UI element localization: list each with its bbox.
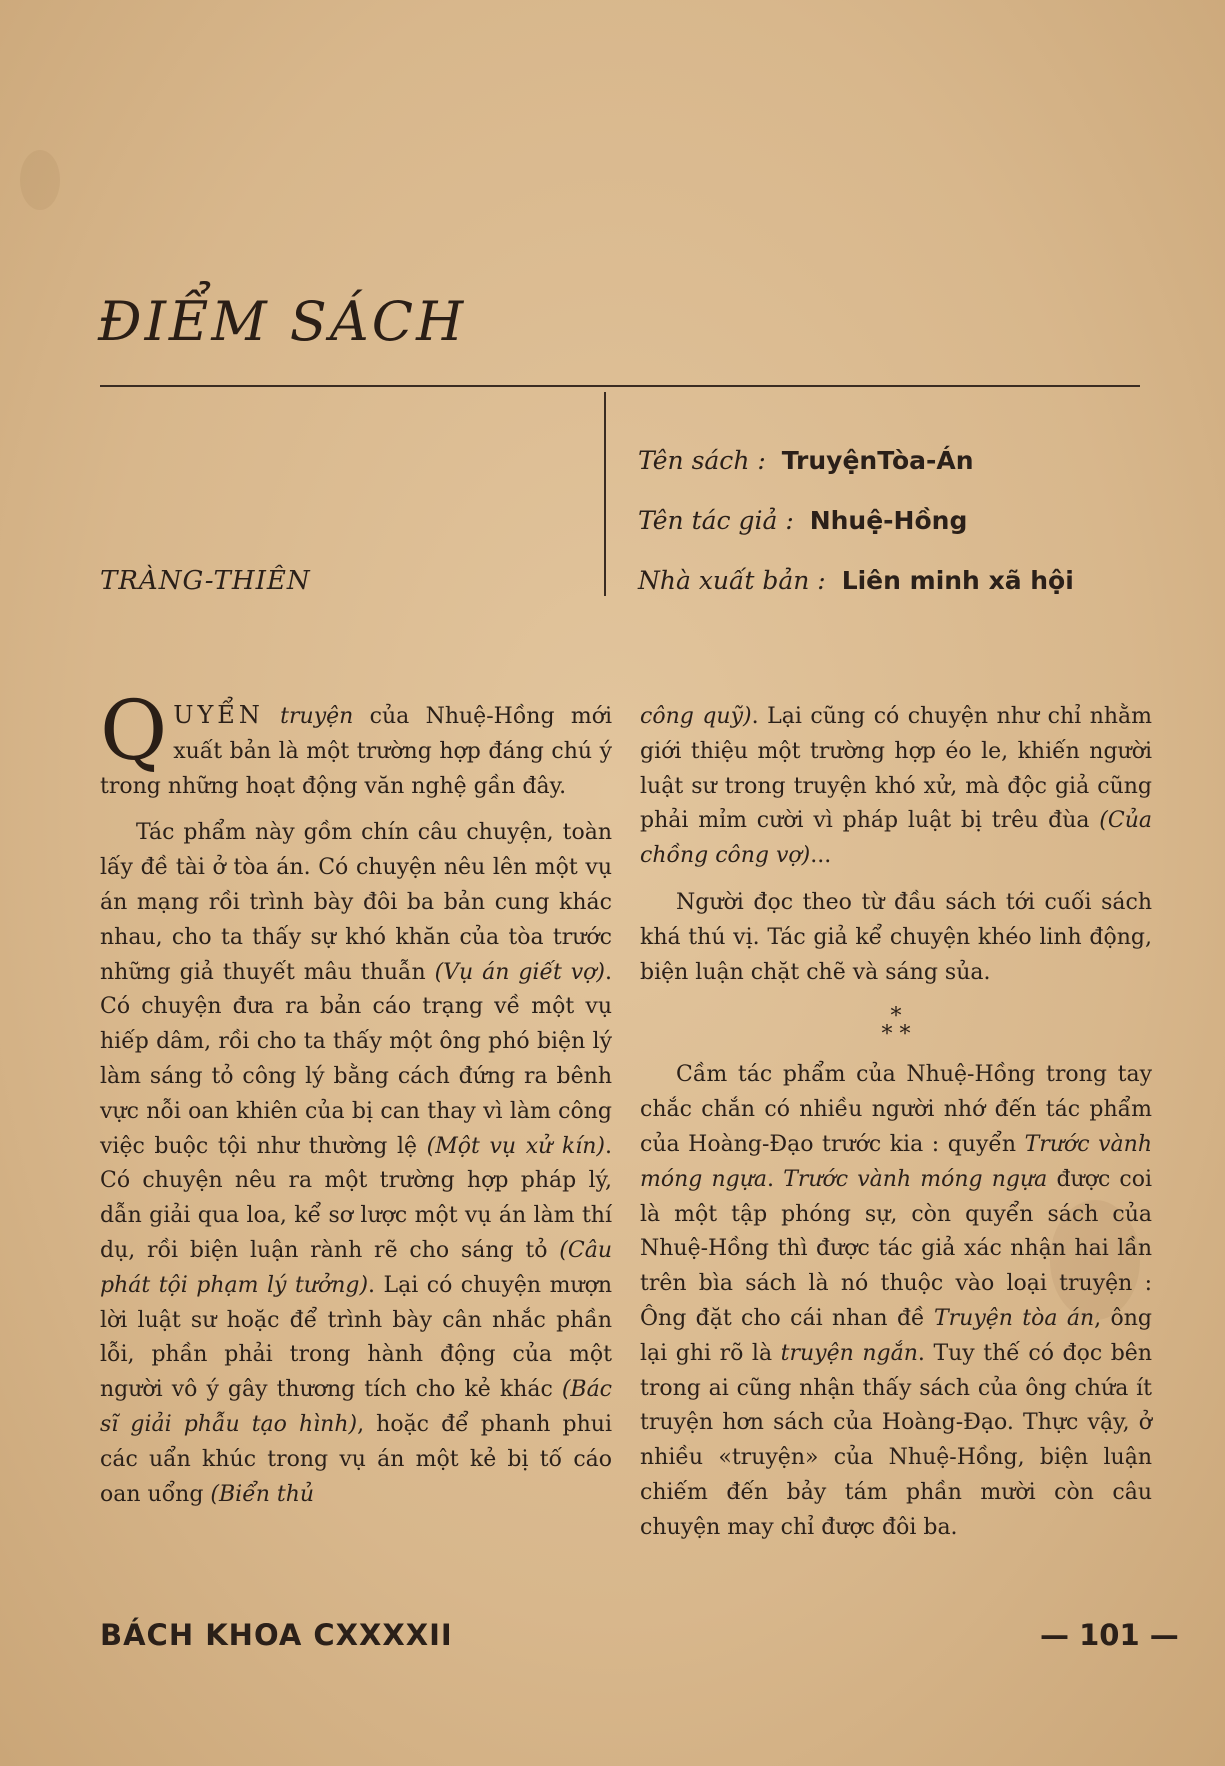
story-title: công quỹ) [640, 704, 752, 729]
book-publisher-label: Nhà xuất bản : [638, 566, 826, 595]
book-title-row [638, 446, 1074, 506]
book-author-row [638, 506, 1074, 566]
paper-stain [20, 150, 60, 210]
vertical-divider [604, 392, 606, 596]
body-text: Cầm tác phẩm của Nhuệ-Hồng trong tay chắc chắn có nhiều người nhớ đến tác phẩm của Hoàng-Đạo trước kia : quyển [640, 1062, 1152, 1157]
book-publisher-value: Liên minh xã hội [841, 566, 1074, 595]
body-text: , ông lại ghi rõ là [640, 1305, 1152, 1366]
body-text: được coi là một tập phóng sự, còn quyển sách của Nhuệ-Hồng thì được tác giả xác nhận hai lần trên bìa sách là nó thuộc vào loại truyện : Ông đặt cho cái nhan đề [640, 1166, 1153, 1331]
body-text: Tác phẩm này gồm chín câu chuyện, toàn lấy đề tài ở tòa án. Có chuyện nêu lên một vụ án mạng rồi trình bày đôi ba bản cung khác nhau, cho ta thấy sự khó khăn của tòa trước những giả thuyết mâu thuẫn [100, 820, 612, 985]
separator-star: * [890, 1004, 902, 1030]
book-reference: Truyện tòa án [933, 1305, 1095, 1331]
book-info [638, 446, 1074, 626]
article-author: TRÀNG-THIÊN [100, 566, 311, 596]
paragraph [100, 684, 613, 804]
italic-text: truyện [280, 704, 354, 729]
body-text: . Tuy thế có đọc bên trong ai cũng nhận thấy sách của ông chứa ít truyện hơn sách của Hoàng-Đạo. Thực vậy, ở nhiều «truyện» của Nhuệ-Hồng, biện luận chiếm đến bảy tám phần mười còn câu chuyện may chỉ được đôi ba. [640, 1340, 1152, 1540]
book-author-label: Tên tác giả : [638, 506, 794, 535]
body-text: . Lại cũng có chuyện như chỉ nhằm giới thiệu một trường hợp éo le, khiến người luật sư trong truyện khó xử, mà độc giả cũng phải mỉm cười vì pháp luật bị trêu đùa [640, 704, 1153, 834]
paragraph [640, 700, 1152, 874]
book-title-value: TruyệnTòa-Án [781, 446, 974, 475]
magazine-name: BÁCH KHOA CXXXXII [100, 1618, 453, 1652]
section-separator [640, 1004, 1152, 1048]
body-text: ... [810, 843, 832, 869]
body-text: . [767, 1166, 784, 1192]
story-title: (Bác sĩ giải phẫu tạo hình) [100, 1377, 612, 1437]
story-title: (Một vụ xử kín) [426, 1133, 605, 1159]
body-text: . Có chuyện đưa ra bản cáo trạng về một vụ hiếp dâm, rồi cho ta thấy một ông phó biện lý làm sáng tỏ công lý bằng cách đứng ra bênh vực nỗi oan khiên của bị can thay vì làm công việc buộc tội như thường lệ [100, 959, 613, 1159]
story-title: (Của chồng công vợ) [640, 808, 1152, 869]
book-publisher-row [638, 566, 1074, 626]
left-column [100, 684, 613, 1524]
paragraph [640, 1058, 1152, 1545]
right-column [640, 700, 1152, 1558]
book-reference: Trước vành móng ngựa [783, 1166, 1048, 1192]
body-text: . Có chuyện nêu ra một trường hợp pháp lý, dẫn giải qua loa, kể sơ lược một vụ án làm thí dụ, rồi biện luận rành rẽ cho sáng tỏ [100, 1133, 612, 1263]
paragraph: Người đọc theo từ đầu sách tới cuối sách khá thú vị. Tác giả kể chuyện khéo linh động, biện luận chặt chẽ và sáng sủa. [640, 889, 1152, 985]
page-number: — 101 — [1040, 1618, 1179, 1652]
story-title: (Câu phát tội phạm lý tưởng) [100, 1237, 612, 1298]
genre-term: truyện ngắn [780, 1340, 918, 1366]
book-title-label: Tên sách : [638, 446, 766, 475]
book-author-value: Nhuệ-Hồng [809, 506, 968, 535]
body-text: của Nhuệ-Hồng mới xuất bản là một trường hợp đáng chú ý trong những hoạt động văn nghệ gần đây. [100, 704, 613, 799]
separator-stars: * * [881, 1022, 911, 1048]
header-divider [100, 385, 1140, 387]
story-title: (Biển thủ [210, 1481, 315, 1507]
section-title: ĐIỂM SÁCH [98, 290, 467, 353]
opening-word: UYỂN [173, 701, 264, 729]
body-text: . Lại có chuyện mượn lời luật sư hoặc để trình bày cân nhắc phần lỗi, phần phải trong hành động của một người vô ý gây thương tích cho kẻ khác [100, 1272, 613, 1403]
drop-cap: Q [100, 684, 168, 779]
paragraph [100, 816, 612, 1512]
story-title: (Vụ án giết vợ) [434, 959, 606, 985]
body-text: , hoặc để phanh phui các uẩn khúc trong vụ án một kẻ bị tố cáo oan uổng [100, 1411, 612, 1507]
book-reference: Trước vành móng ngựa [640, 1131, 1152, 1192]
